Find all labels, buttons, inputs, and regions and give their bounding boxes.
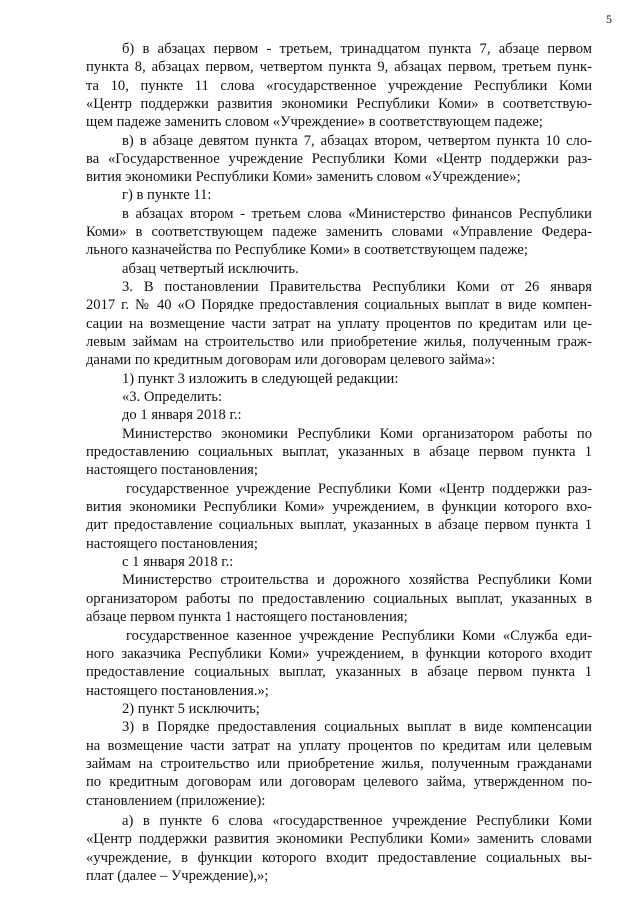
- text-line: Коми» в соответствующем падеже заменить словами «Управление Федера-: [86, 224, 592, 240]
- text-line: 2) пункт 5 исключить;: [122, 701, 260, 717]
- text-line: «Центр поддержки развития экономики Республики Коми» заменить словами: [86, 831, 592, 847]
- text-line: с 1 января 2018 г.:: [122, 554, 234, 570]
- text-line: государственное казенное учреждение Республики Коми «Служба еди-: [126, 628, 592, 644]
- text-line: абзаце первом пункта 1 настоящего постановления;: [86, 609, 408, 625]
- text-line: та 10, пункте 11 слова «государственное учреждение Республики Коми: [86, 78, 592, 94]
- text-line: левым займам на строительство или приобретение жилья, полученным граж-: [86, 334, 592, 350]
- text-line: организатором работы по предоставлению социальных выплат, указанных в: [86, 591, 592, 607]
- text-line: ного заказчика Республики Коми» учреждением, в функции которого входит: [86, 646, 592, 662]
- text-line: «3. Определить:: [122, 389, 222, 405]
- text-line: государственное учреждение Республики Коми «Центр поддержки раз-: [126, 481, 592, 497]
- text-line: 3) в Порядке предоставления социальных выплат в виде компенсации: [122, 719, 592, 735]
- text-line: Министерство экономики Республики Коми организатором работы по: [122, 426, 592, 442]
- text-line: 1) пункт 3 изложить в следующей редакции:: [122, 371, 399, 387]
- text-line: данами по кредитным договорам или договорам целевого займа»:: [86, 352, 496, 368]
- text-line: сации на возмещение части затрат на уплату процентов по кредитам или це-: [86, 316, 592, 332]
- text-line: пункта 8, абзацах первом, четвертом пункта 9, абзацах первом, третьем пунк-: [86, 59, 592, 75]
- text-line: «учреждение, в функции которого входит предоставление социальных вы-: [86, 850, 592, 866]
- text-line: вития экономики Республики Коми» заменить словом «Учреждение»;: [86, 169, 521, 185]
- text-line: настоящего постановления;: [86, 536, 258, 552]
- text-line: б) в абзацах первом - третьем, тринадцатом пункта 7, абзаце первом: [122, 41, 592, 57]
- text-line: до 1 января 2018 г.:: [122, 407, 242, 423]
- text-line: в абзацах втором - третьем слова «Министерство финансов Республики: [122, 206, 592, 222]
- text-line: настоящего постановления;: [86, 462, 258, 478]
- page-number: 5: [606, 12, 612, 26]
- text-line: «Центр поддержки развития экономики Республики Коми» в соответствую-: [86, 96, 592, 112]
- text-line: в) в абзаце девятом пункта 7, абзацах втором, четвертом пункта 10 сло-: [122, 133, 592, 149]
- text-line: плат (далее – Учреждение),»;: [86, 868, 269, 884]
- text-line: а) в пункте 6 слова «государственное учреждение Республики Коми: [122, 813, 592, 829]
- text-line: на возмещение части затрат на уплату процентов по кредитам или целевым: [86, 738, 592, 754]
- text-line: займам на строительство или приобретение жилья, полученным гражданами: [86, 756, 592, 772]
- text-line: по кредитным договорам или договорам целевого займа, утвержденном по-: [86, 774, 592, 790]
- text-line: 2017 г. № 40 «О Порядке предоставления социальных выплат в виде компен-: [86, 297, 592, 313]
- text-line: абзац четвертый исключить.: [122, 261, 299, 277]
- text-line: настоящего постановления.»;: [86, 683, 269, 699]
- text-line: 3. В постановлении Правительства Республики Коми от 26 января: [122, 279, 592, 295]
- text-line: ва «Государственное учреждение Республики Коми «Центр поддержки раз-: [86, 151, 592, 167]
- text-line: предоставлению социальных выплат, указанных в абзаце первом пункта 1: [86, 444, 592, 460]
- text-line: г) в пункте 11:: [122, 187, 212, 203]
- text-line: щем падеже заменить словом «Учреждение» в соответствующем падеже;: [86, 114, 543, 130]
- text-line: вития экономики Республики Коми» учреждением, в функции которого вхо-: [86, 499, 592, 515]
- text-line: дит предоставление социальных выплат, указанных в абзаце первом пункта 1: [86, 517, 592, 533]
- text-line: предоставление социальных выплат, указанных в абзаце первом пункта 1: [86, 664, 592, 680]
- text-line: становлением (приложение):: [86, 793, 266, 809]
- text-line: льного казначейства по Республике Коми» в соответствующем падеже;: [86, 242, 528, 258]
- text-line: Министерство строительства и дорожного хозяйства Республики Коми: [122, 572, 592, 588]
